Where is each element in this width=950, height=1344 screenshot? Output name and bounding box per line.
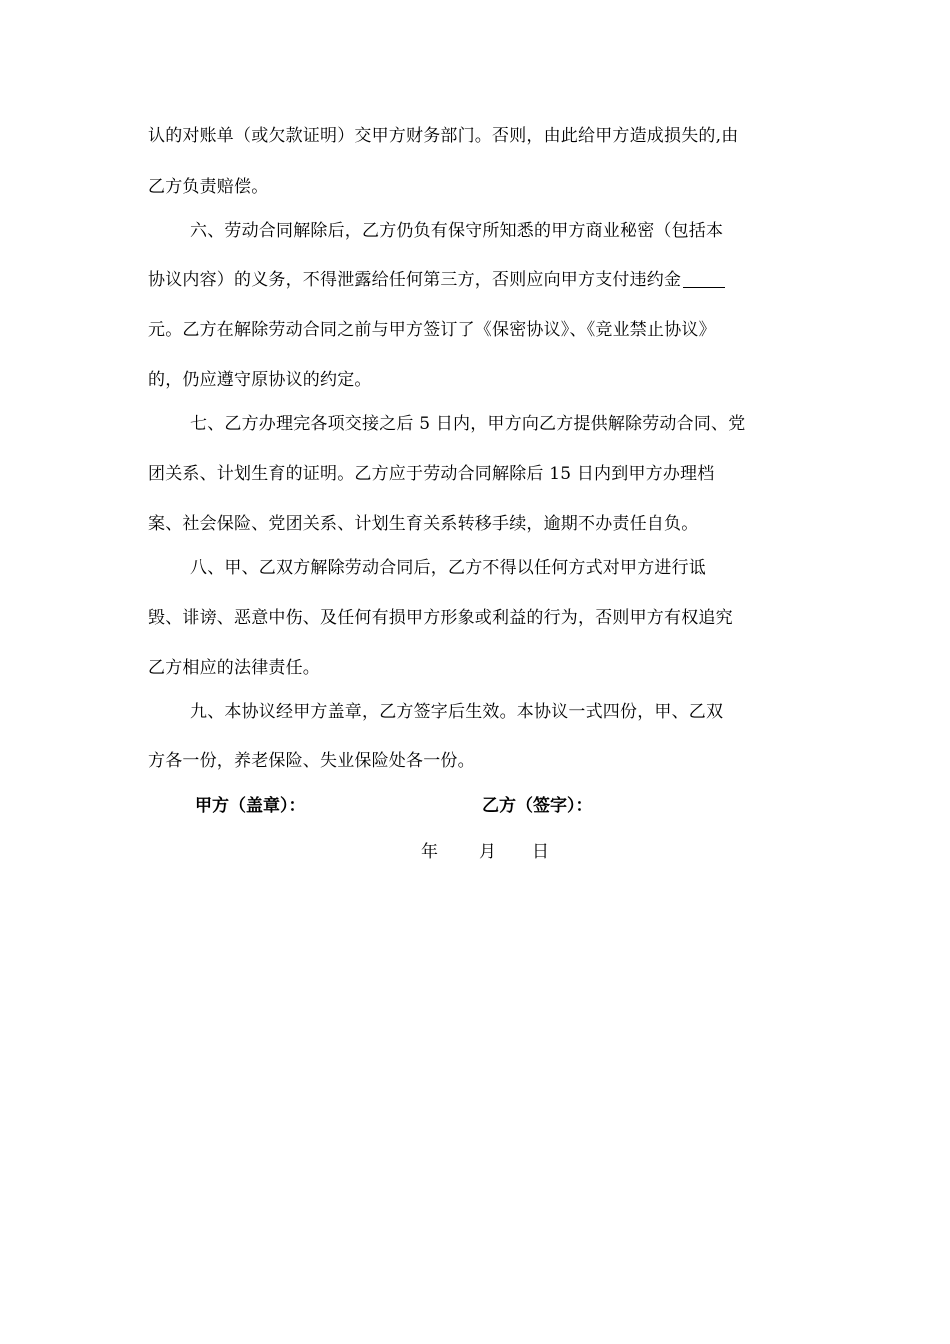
clause-nine-line: 方各一份，养老保险、失业保险处各一份。 [148, 751, 475, 771]
clause-seven-line: 七、乙方办理完各项交接之后 5 日内，甲方向乙方提供解除劳动合同、党 [190, 414, 746, 434]
clause-six-text: 协议内容）的义务，不得泄露给任何第三方，否则应向甲方支付违约金 [148, 270, 682, 290]
clause-nine-line: 九、本协议经甲方盖章，乙方签字后生效。本协议一式四份，甲、乙双 [190, 702, 724, 722]
clause-eight-line: 毁、诽谤、恶意中伤、及任何有损甲方形象或利益的行为，否则甲方有权追究 [148, 608, 733, 628]
clause-six-line: 的，仍应遵守原协议的约定。 [148, 370, 372, 390]
party-b-signature-label: 乙方（签字）： [482, 796, 593, 816]
paragraph-line: 认的对账单（或欠款证明）交甲方财务部门。否则，由此给甲方造成损失的,由 [148, 126, 739, 146]
clause-eight-line: 八、甲、乙双方解除劳动合同后，乙方不得以任何方式对甲方进行诋 [190, 558, 706, 578]
paragraph-line: 乙方负责赔偿。 [148, 177, 269, 197]
date-day-label: 日 [532, 842, 549, 862]
clause-six-line: 六、劳动合同解除后，乙方仍负有保守所知悉的甲方商业秘密（包括本 [190, 221, 724, 241]
party-a-signature-label: 甲方（盖章）： [195, 796, 306, 816]
date-month-label: 月 [479, 842, 496, 862]
clause-six-line-with-blank [148, 268, 725, 292]
clause-six-line: 元。乙方在解除劳动合同之前与甲方签订了《保密协议》、《竞业禁止协议》 [148, 320, 716, 340]
clause-seven-line: 案、社会保险、党团关系、计划生育关系转移手续，逾期不办责任自负。 [148, 514, 699, 534]
clause-seven-line: 团关系、计划生育的证明。乙方应于劳动合同解除后 15 日内到甲方办理档 [148, 464, 715, 484]
date-year-label: 年 [421, 842, 438, 862]
penalty-amount-blank [683, 270, 725, 288]
clause-eight-line: 乙方相应的法律责任。 [148, 658, 320, 678]
